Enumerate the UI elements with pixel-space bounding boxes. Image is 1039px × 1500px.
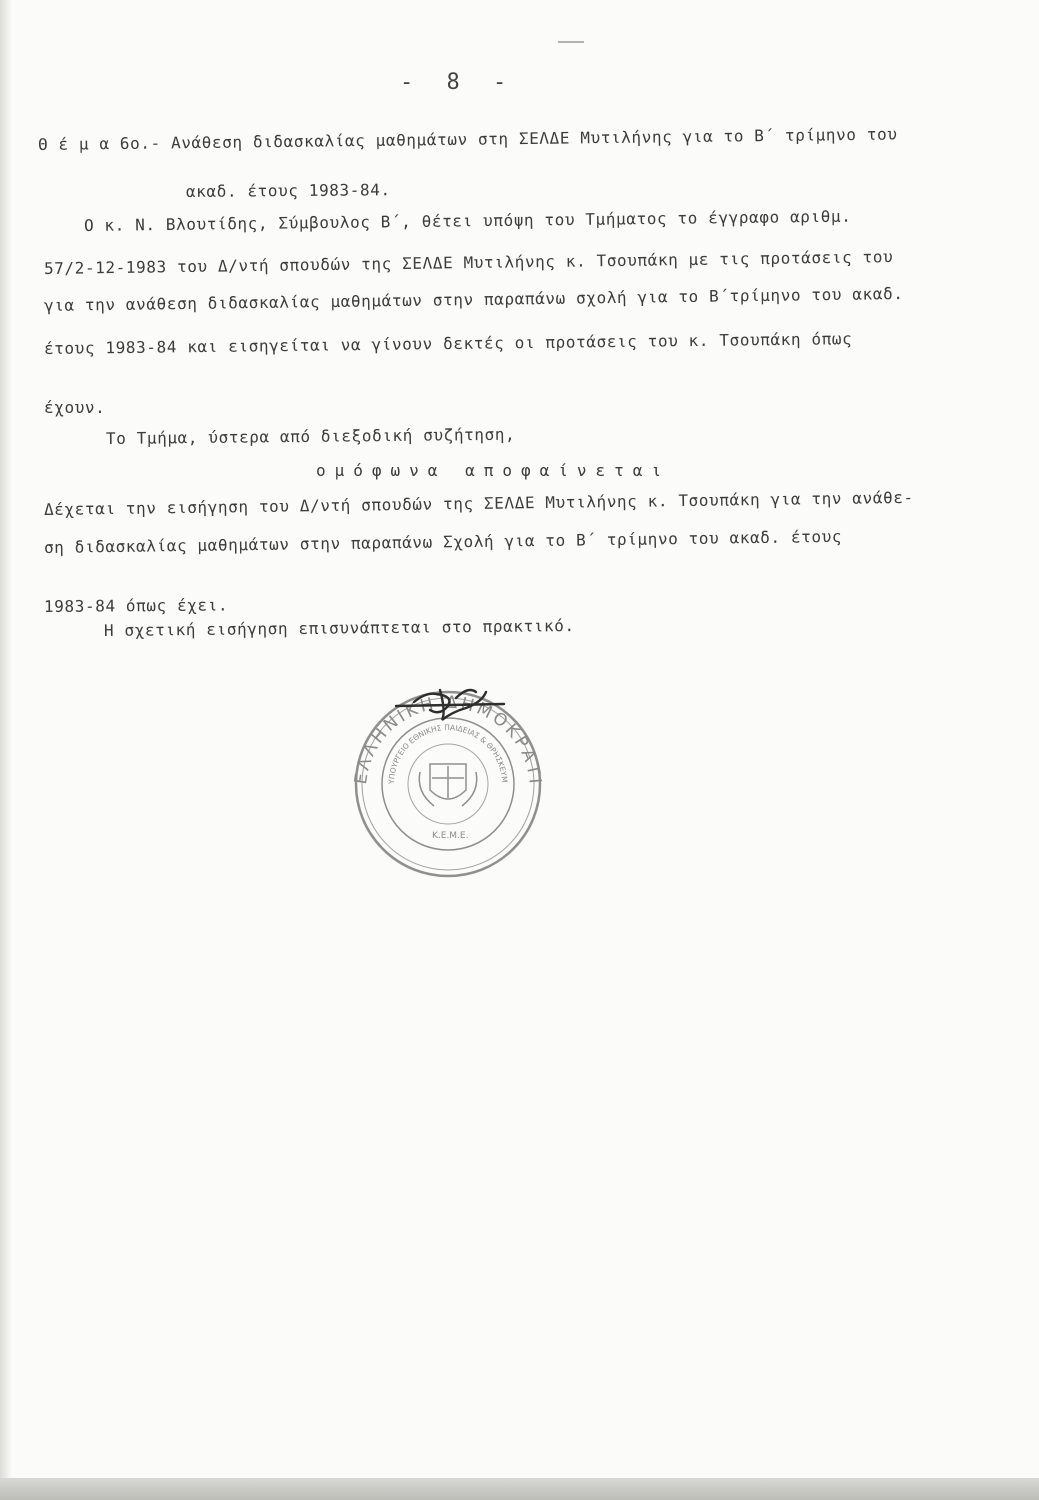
scan-mark	[556, 30, 586, 36]
body-text-line: Η σχετική εισήγηση επισυνάπτεται στο πρακτικό.	[103, 616, 575, 640]
subject-heading-line: ακαδ. έτους 1983-84.	[185, 180, 391, 201]
body-text-line: έχουν.	[44, 398, 106, 417]
stamp-outer-text: ΕΛΛΗΝΙΚΗ ΔΗΜΟΚΡΑΤΙ	[351, 692, 545, 788]
body-text-line: ση διδασκαλίας μαθημάτων στην παραπάνω Σχολή για το Β΄ τρίμηνο του ακαδ. έτους	[43, 526, 843, 557]
decision-heading: ομόφωνα αποφαίνεται	[316, 461, 671, 480]
page-number: - 8 -	[400, 70, 517, 95]
body-text-line: 1983-84 όπως έχει.	[43, 595, 229, 616]
stamp-inner-text: ΥΠΟΥΡΓΕΙΟ ΕΘΝΙΚΗΣ ΠΑΙΔΕΙΑΣ & ΘΡΗΣΚΕΥΜ	[386, 722, 510, 785]
stamp-bottom-text: Κ.Ε.Μ.Ε.	[432, 831, 469, 841]
subject-heading-line: Θ έ μ α 6ο.- Ανάθεση διδασκαλίας μαθημάτων στη ΣΕΛΔΕ Μυτιλήνης για το Β΄ τρίμηνο του	[37, 124, 898, 154]
scan-edge-shadow	[0, 0, 12, 1500]
official-stamp	[336, 672, 556, 882]
body-text-line: για την ανάθεση διδασκαλίας μαθημάτων στην παραπάνω σχολή για το Β΄τρίμηνο του ακαδ.	[43, 283, 904, 315]
body-text-line: Ο κ. Ν. Βλουτίδης, Σύμβουλος Β΄, θέτει υπόψη του Τμήματος το έγγραφο αριθμ.	[83, 206, 852, 235]
body-text-line: έτους 1983-84 και εισηγείται να γίνουν δεκτές οι προτάσεις του κ. Τσουπάκη όπως	[43, 329, 853, 358]
body-text-line: 57/2-12-1983 του Δ/ντή σπουδών της ΣΕΛΔΕ Μυτιλήνης κ. Τσουπάκη με τις προτάσεις του	[43, 247, 894, 278]
body-text-line: Δέχεται την εισήγηση του Δ/ντή σπουδών της ΣΕΛΔΕ Μυτιλήνης κ. Τσουπάκη για την ανάθε-	[43, 487, 914, 519]
body-text-line: Το Τμήμα, ύστερα από διεξοδική συζήτηση,	[105, 424, 516, 448]
scan-bottom-edge	[0, 1478, 1039, 1500]
coat-of-arms-icon	[419, 764, 476, 806]
